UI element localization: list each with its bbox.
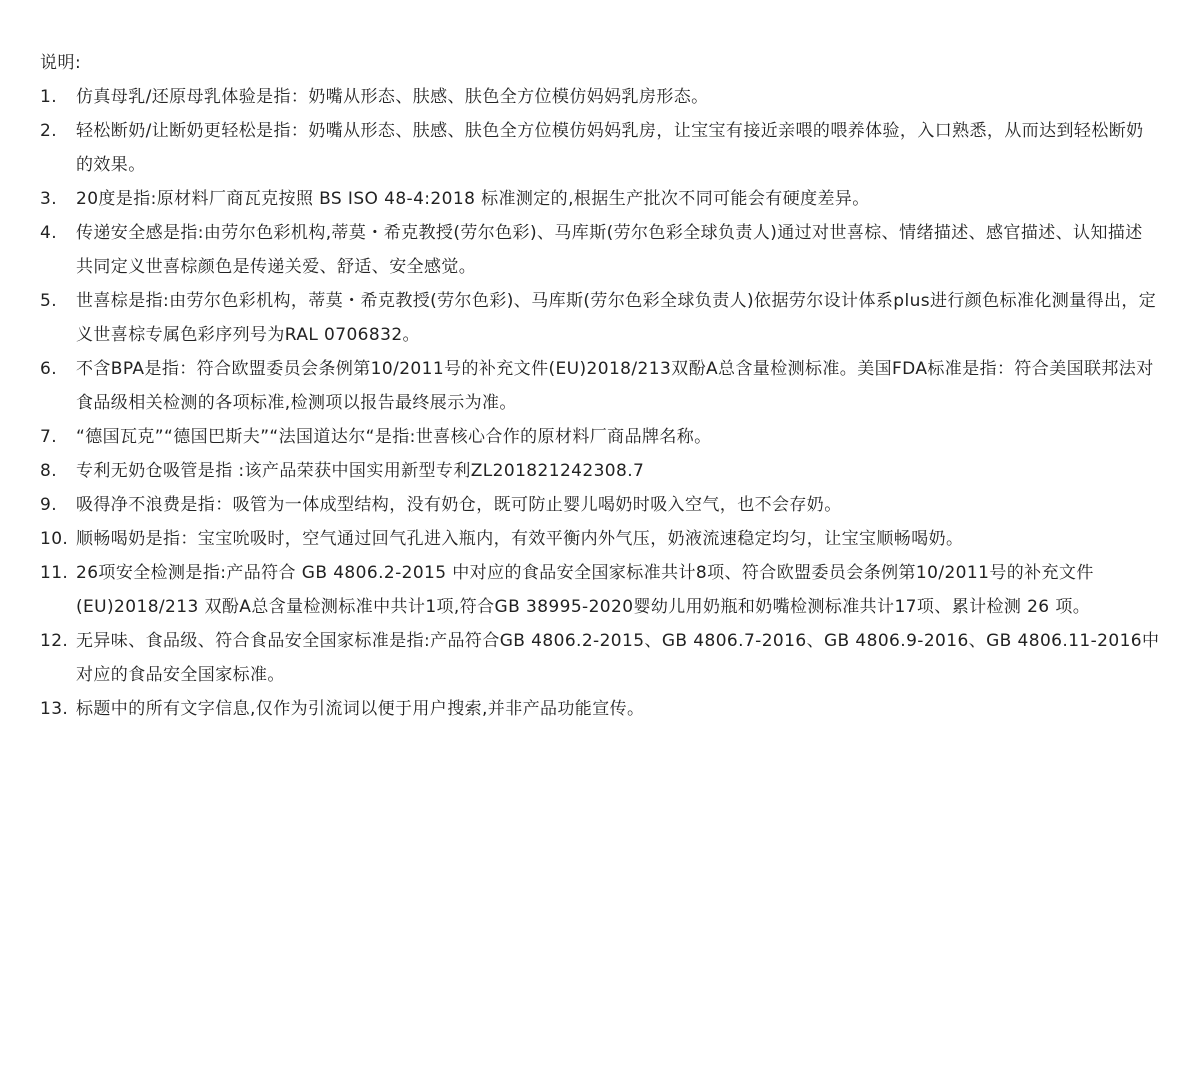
notes-document bbox=[40, 46, 1160, 726]
item-number: 2. bbox=[40, 121, 58, 141]
list-item bbox=[40, 624, 1160, 692]
list-item bbox=[40, 284, 1160, 352]
item-number: 6. bbox=[40, 359, 58, 379]
item-text: 世喜棕是指:由劳尔色彩机构，蒂莫・希克教授(劳尔色彩)、马库斯(劳尔色彩全球负责人)依据劳尔设计体系plus进行颜色标准化测量得出，定义世喜棕专属色彩序列号为RAL 0706832。 bbox=[76, 291, 1157, 345]
item-text: 专利无奶仓吸管是指 :该产品荣获中国实用新型专利ZL201821242308.7 bbox=[76, 461, 645, 481]
item-text: 不含BPA是指：符合欧盟委员会条例第10/2011号的补充文件(EU)2018/213双酚A总含量检测标准。美国FDA标准是指：符合美国联邦法对食品级相关检测的各项标准,检测项以报告最终展示为准。 bbox=[76, 359, 1154, 413]
item-text: “德国瓦克”“德国巴斯夫”“法国道达尔“是指:世喜核心合作的原材料厂商品牌名称。 bbox=[76, 427, 712, 447]
item-number: 8. bbox=[40, 461, 58, 481]
item-text: 20度是指:原材料厂商瓦克按照 BS ISO 48-4:2018 标准测定的,根据生产批次不同可能会有硬度差异。 bbox=[76, 189, 870, 209]
item-text: 无异味、食品级、符合食品安全国家标准是指:产品符合GB 4806.2-2015、GB 4806.7-2016、GB 4806.9-2016、GB 4806.11-2016中对应的食品安全国家标准。 bbox=[76, 631, 1160, 685]
notes-list bbox=[40, 80, 1160, 726]
item-text: 传递安全感是指:由劳尔色彩机构,蒂莫・希克教授(劳尔色彩)、马库斯(劳尔色彩全球负责人)通过对世喜棕、情绪描述、感官描述、认知描述共同定义世喜棕颜色是传递关爱、舒适、安全感觉。 bbox=[76, 223, 1143, 277]
item-text: 顺畅喝奶是指：宝宝吮吸时，空气通过回气孔进入瓶内，有效平衡内外气压，奶液流速稳定均匀，让宝宝顺畅喝奶。 bbox=[76, 529, 964, 549]
list-item bbox=[40, 454, 1160, 488]
item-number: 7. bbox=[40, 427, 58, 447]
item-number: 13. bbox=[40, 699, 69, 719]
item-text: 仿真母乳/还原母乳体验是指：奶嘴从形态、肤感、肤色全方位模仿妈妈乳房形态。 bbox=[76, 87, 709, 107]
item-number: 4. bbox=[40, 223, 58, 243]
list-item bbox=[40, 692, 1160, 726]
list-item bbox=[40, 522, 1160, 556]
notes-heading: 说明: bbox=[40, 53, 82, 73]
list-item bbox=[40, 488, 1160, 522]
item-number: 3. bbox=[40, 189, 58, 209]
item-number: 10. bbox=[40, 529, 69, 549]
item-number: 1. bbox=[40, 87, 58, 107]
list-item bbox=[40, 182, 1160, 216]
item-number: 11. bbox=[40, 563, 69, 583]
list-item bbox=[40, 80, 1160, 114]
list-item bbox=[40, 420, 1160, 454]
list-item bbox=[40, 216, 1160, 284]
item-number: 9. bbox=[40, 495, 58, 515]
item-number: 5. bbox=[40, 291, 58, 311]
item-text: 轻松断奶/让断奶更轻松是指：奶嘴从形态、肤感、肤色全方位模仿妈妈乳房，让宝宝有接近亲喂的喂养体验，入口熟悉，从而达到轻松断奶的效果。 bbox=[76, 121, 1144, 175]
list-item bbox=[40, 114, 1160, 182]
item-text: 26项安全检测是指:产品符合 GB 4806.2-2015 中对应的食品安全国家标准共计8项、符合欧盟委员会条例第10/2011号的补充文件(EU)2018/213 双酚A总含量检测标准中共计1项,符合GB 38995-2020婴幼儿用奶瓶和奶嘴检测标准共计17项、累计检测 26 项。 bbox=[76, 563, 1094, 617]
list-item bbox=[40, 352, 1160, 420]
item-text: 标题中的所有文字信息,仅作为引流词以便于用户搜索,并非产品功能宣传。 bbox=[76, 699, 645, 719]
item-number: 12. bbox=[40, 631, 69, 651]
list-item bbox=[40, 556, 1160, 624]
item-text: 吸得净不浪费是指：吸管为一体成型结构，没有奶仓，既可防止婴儿喝奶时吸入空气，也不会存奶。 bbox=[76, 495, 842, 515]
